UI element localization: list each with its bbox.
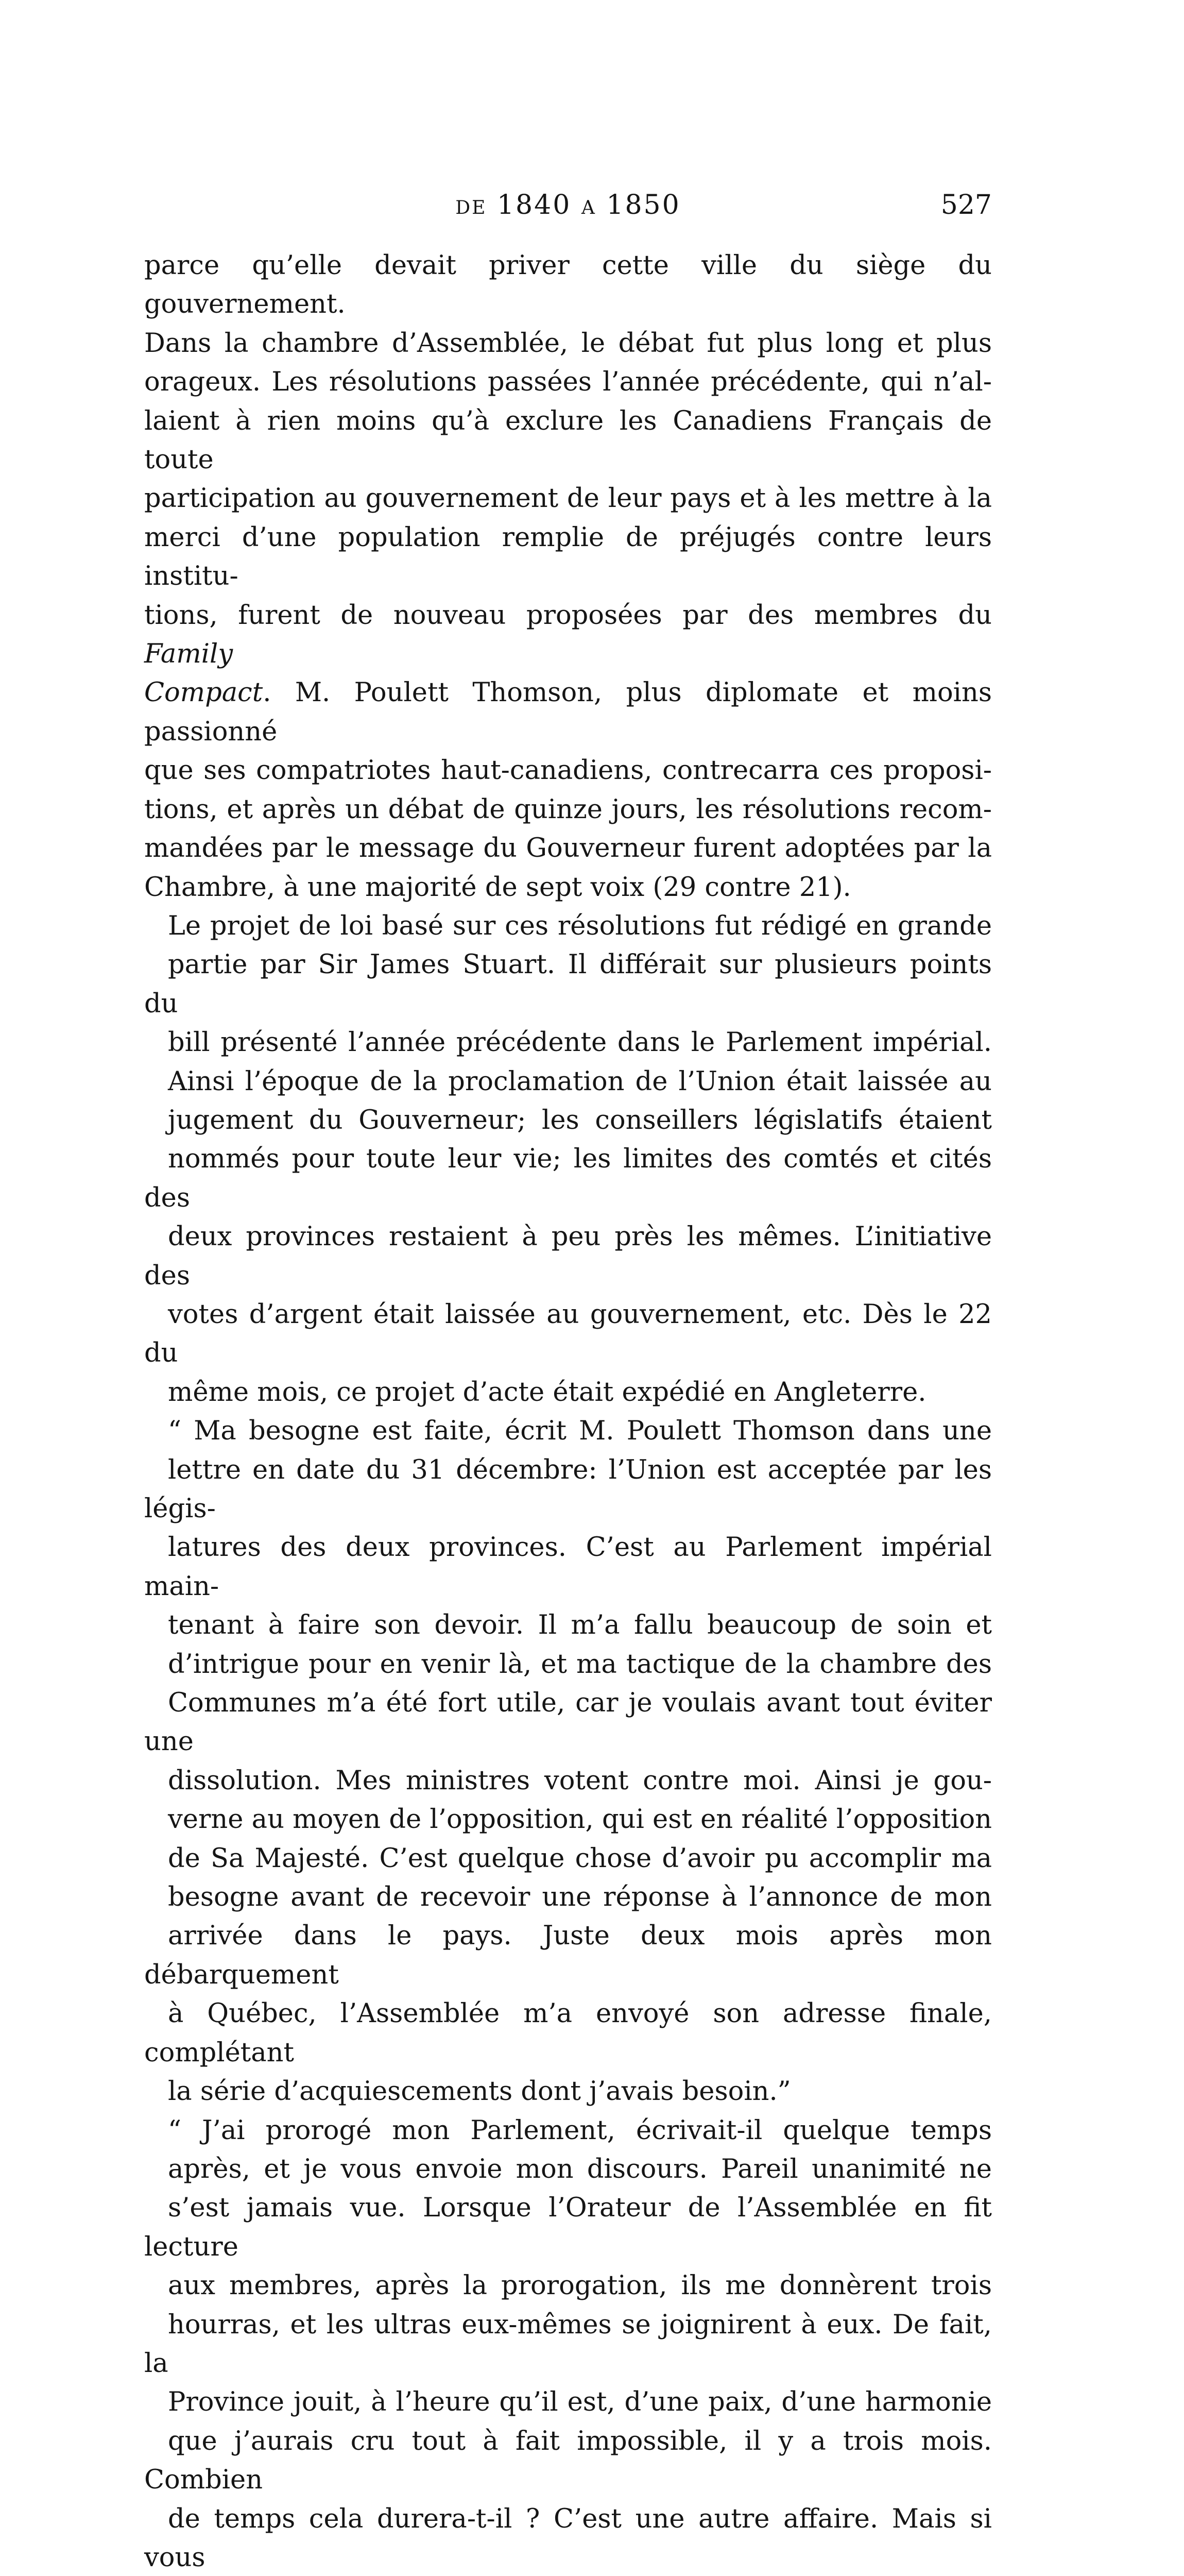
text-line: aux membres, après la prorogation, ils me donnèrent trois: [144, 2266, 992, 2305]
text-line: verne au moyen de l’opposition, qui est en réalité l’opposition: [144, 1800, 992, 1839]
text-line: Province jouit, à l’heure qu’il est, d’une paix, d’une harmonie: [144, 2383, 992, 2421]
text-line: participation au gouvernement de leur pays et à les mettre à la: [144, 479, 992, 518]
text-line: partie par Sir James Stuart. Il différait sur plusieurs points du: [144, 945, 992, 1023]
paragraph-1: [144, 246, 992, 907]
paragraph-2: [144, 907, 992, 1412]
text-line: que ses compatriotes haut-canadiens, contrecarra ces proposi-: [144, 751, 992, 790]
text-line: lettre en date du 31 décembre: l’Union est acceptée par les légis-: [144, 1451, 992, 1529]
text-line: Le projet de loi basé sur ces résolutions fut rédigé en grande: [144, 907, 992, 945]
text-line: bill présenté l’année précédente dans le Parlement impérial.: [144, 1023, 992, 1062]
text-line: tions, furent de nouveau proposées par des membres du Family: [144, 596, 992, 674]
text-line: la série d’acquiescements dont j’avais besoin.”: [144, 2072, 992, 2111]
text-line: besogne avant de recevoir une réponse à l’annonce de mon: [144, 1878, 992, 1917]
text-line: parce qu’elle devait priver cette ville du siège du gouvernement.: [144, 246, 992, 324]
text-line: latures des deux provinces. C’est au Parlement impérial main-: [144, 1528, 992, 1606]
page-body: [144, 246, 992, 2576]
text-line: tions, et après un débat de quinze jours, les résolutions recom-: [144, 790, 992, 829]
text-line: même mois, ce projet d’acte était expédié en Angleterre.: [144, 1373, 992, 1412]
text-line: dissolution. Mes ministres votent contre moi. Ainsi je gou-: [144, 1761, 992, 1800]
text-line: Chambre, à une majorité de sept voix (29 contre 21).: [144, 868, 992, 907]
text-line: tenant à faire son devoir. Il m’a fallu beaucoup de soin et: [144, 1606, 992, 1645]
page-number: 527: [941, 190, 992, 221]
text-line: à Québec, l’Assemblée m’a envoyé son adresse finale, complétant: [144, 1994, 992, 2072]
text-line: après, et je vous envoie mon discours. Pareil unanimité ne: [144, 2150, 992, 2189]
text-line: Communes m’a été fort utile, car je voulais avant tout éviter une: [144, 1684, 992, 1761]
text-line: Compact. M. Poulett Thomson, plus diplomate et moins passionné: [144, 673, 992, 751]
text-line: merci d’une population remplie de préjugés contre leurs institu-: [144, 518, 992, 596]
running-title: de 1840 a 1850: [144, 190, 992, 221]
text-line: arrivée dans le pays. Juste deux mois après mon débarquement: [144, 1917, 992, 1994]
text-line: Dans la chambre d’Assemblée, le débat fut plus long et plus: [144, 324, 992, 363]
text-line: nommés pour toute leur vie; les limites des comtés et cités des: [144, 1140, 992, 1217]
text-line: votes d’argent était laissée au gouvernement, etc. Dès le 22 du: [144, 1295, 992, 1373]
paragraph-4: [144, 2111, 992, 2576]
text-line: jugement du Gouverneur; les conseillers législatifs étaient: [144, 1101, 992, 1140]
running-header: [144, 190, 992, 231]
text-line: Ainsi l’époque de la proclamation de l’Union était laissée au: [144, 1062, 992, 1101]
text-line: mandées par le message du Gouverneur furent adoptées par la: [144, 829, 992, 868]
paragraph-3: [144, 1412, 992, 2111]
text-line: “ J’ai prorogé mon Parlement, écrivait-il quelque temps: [144, 2111, 992, 2150]
text-line: hourras, et les ultras eux-mêmes se joignirent à eux. De fait, la: [144, 2306, 992, 2383]
text-line: de Sa Majesté. C’est quelque chose d’avoir pu accomplir ma: [144, 1839, 992, 1878]
text-line: de temps cela durera-t-il ? C’est une autre affaire. Mais si vous: [144, 2500, 992, 2576]
text-line: que j’aurais cru tout à fait impossible, il y a trois mois. Combien: [144, 2422, 992, 2500]
text-line: “ Ma besogne est faite, écrit M. Poulett Thomson dans une: [144, 1412, 992, 1450]
text-line: d’intrigue pour en venir là, et ma tactique de la chambre des: [144, 1645, 992, 1684]
text-line: orageux. Les résolutions passées l’année précédente, qui n’al-: [144, 363, 992, 401]
text-line: laient à rien moins qu’à exclure les Canadiens Français de toute: [144, 402, 992, 480]
text-line: deux provinces restaient à peu près les mêmes. L’initiative des: [144, 1217, 992, 1295]
text-line: s’est jamais vue. Lorsque l’Orateur de l’Assemblée en fit lecture: [144, 2189, 992, 2266]
